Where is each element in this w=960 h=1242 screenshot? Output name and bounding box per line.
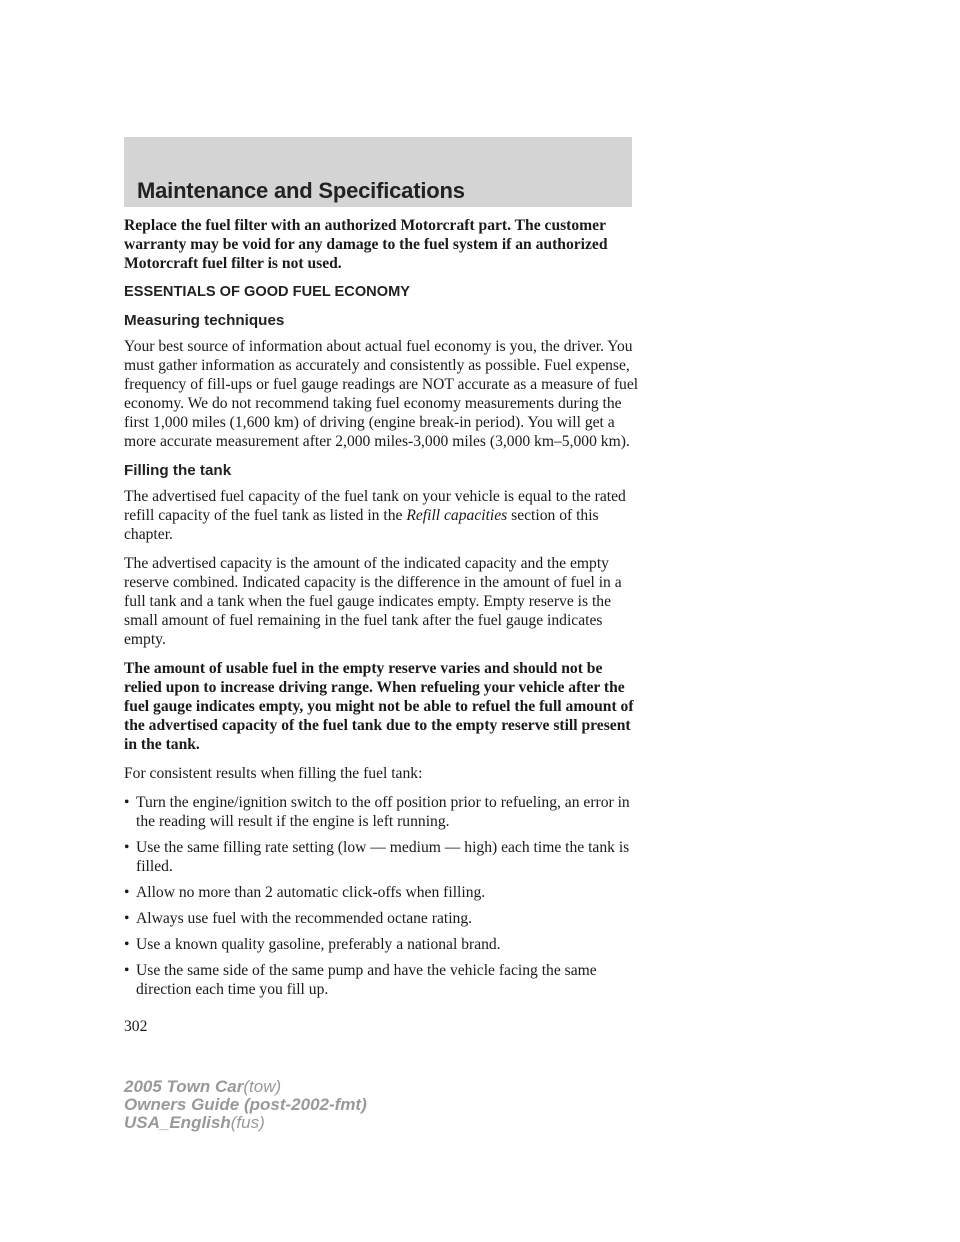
list-item <box>124 838 644 876</box>
capacity-text-end: section of this chapter. <box>124 507 599 543</box>
paragraph-consistent-results: For consistent results when filling the fuel tank: <box>124 765 423 782</box>
footer-language: USA_English <box>124 1113 231 1132</box>
page-content <box>124 216 644 1006</box>
bullet-icon: • <box>124 910 130 927</box>
heading-essentials: ESSENTIALS OF GOOD FUEL ECONOMY <box>124 284 410 300</box>
paragraph-measuring: Your best source of information about actual fuel economy is you, the driver. You must gather information as accurately and consistently as possible. Fuel expense, frequency of fill-ups or fuel gauge readings are NOT accurate as a measure of fuel economy. We do not recommend taking fuel economy measurements during the first 1,000 miles (1,600 km) of driving (engine break-in period). You will get a more accurate measurement after 2,000 miles-3,000 miles (3,000 km–5,000 km). <box>124 338 639 450</box>
list-item <box>124 935 644 954</box>
capacity-text-start: The advertised fuel capacity of the fuel tank on your vehicle is equal to the rated refill capacity of the fuel tank as listed in the <box>124 488 626 524</box>
refill-capacities-reference: Refill capacities <box>406 507 508 524</box>
paragraph-advertised-capacity: The advertised capacity is the amount of the indicated capacity and the empty reserve combined. Indicated capacity is the difference in the amount of fuel in a full tank and a tank when the fuel gauge indicates empty. Empty reserve is the small amount of fuel remaining in the fuel tank after the fuel gauge indicates empty. <box>124 555 622 648</box>
footer-model-line <box>124 1078 367 1096</box>
fuel-filter-warning: Replace the fuel filter with an authorized Motorcraft part. The customer warranty may be void for any damage to the fuel system if an authorized Motorcraft fuel filter is not used. <box>124 217 608 272</box>
footer-model: 2005 Town Car <box>124 1077 244 1096</box>
list-item <box>124 793 644 831</box>
empty-reserve-warning: The amount of usable fuel in the empty reserve varies and should not be relied upon to increase driving range. When refueling your vehicle after the fuel gauge indicates empty, you might not be able to refuel the full amount of the advertised capacity of the fuel tank due to the empty reserve still present in the tank. <box>124 660 634 753</box>
list-item-text: Turn the engine/ignition switch to the off position prior to refueling, an error in the reading will result if the engine is left running. <box>136 794 630 830</box>
footer-guide: Owners Guide (post-2002-fmt) <box>124 1095 367 1114</box>
footer-model-code: (tow) <box>243 1077 282 1096</box>
page-number: 302 <box>124 1018 148 1035</box>
list-item-text: Always use fuel with the recommended octane rating. <box>136 910 473 927</box>
list-item <box>124 909 644 928</box>
heading-measuring-techniques: Measuring techniques <box>124 312 285 329</box>
footer-language-line <box>124 1114 367 1132</box>
filling-tips-list <box>124 793 644 999</box>
heading-filling-the-tank: Filling the tank <box>124 462 232 479</box>
bullet-icon: • <box>124 839 130 856</box>
list-item <box>124 883 644 902</box>
list-item-text: Use the same side of the same pump and have the vehicle facing the same direction each time you fill up. <box>136 962 597 998</box>
bullet-icon: • <box>124 962 130 979</box>
bullet-icon: • <box>124 794 130 811</box>
paragraph-capacity <box>124 487 644 544</box>
list-item-text: Use the same filling rate setting (low — medium — high) each time the tank is filled. <box>136 839 630 875</box>
list-item-text: Use a known quality gasoline, preferably a national brand. <box>136 936 501 953</box>
document-footer <box>124 1078 367 1132</box>
list-item <box>124 961 644 999</box>
bullet-icon: • <box>124 936 130 953</box>
list-item-text: Allow no more than 2 automatic click-offs when filling. <box>136 884 486 901</box>
footer-language-code: (fus) <box>230 1113 265 1132</box>
section-title: Maintenance and Specifications <box>137 178 465 203</box>
bullet-icon: • <box>124 884 130 901</box>
